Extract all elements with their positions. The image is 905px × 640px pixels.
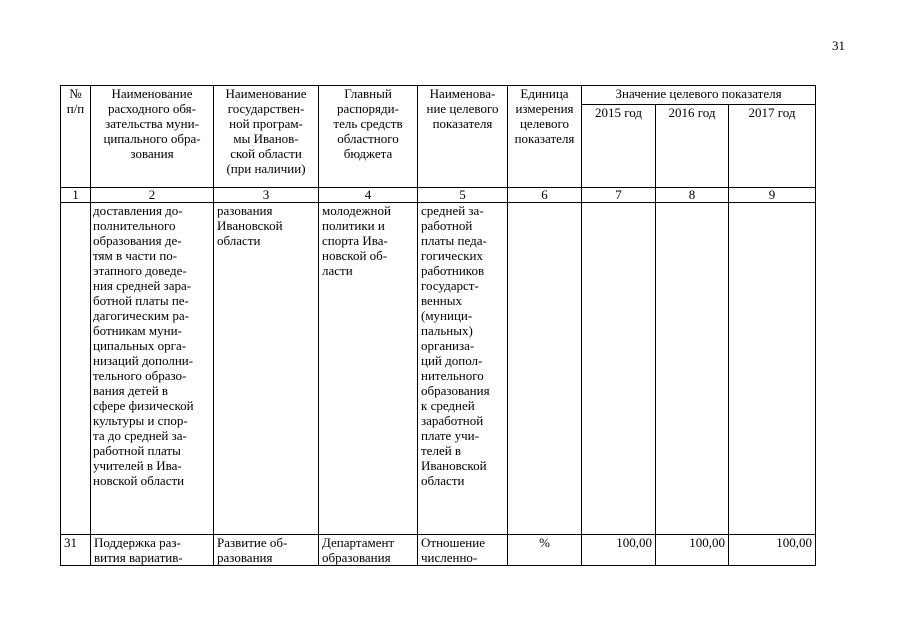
- cell-value-2015: 100,00: [582, 535, 656, 566]
- header-year-2017: 2017 год: [729, 105, 816, 188]
- column-number: 2: [91, 188, 214, 203]
- cell-value-2016: [656, 203, 729, 535]
- column-number: 8: [656, 188, 729, 203]
- column-number-row: [61, 188, 816, 203]
- column-number: 6: [508, 188, 582, 203]
- table-row-continuation: [61, 203, 816, 535]
- column-number: 7: [582, 188, 656, 203]
- column-number: 9: [729, 188, 816, 203]
- column-number: 5: [418, 188, 508, 203]
- header-obligation-name: Наименование расходного обя- зательства муни- ципального обра- зования: [91, 86, 214, 188]
- cell-number: 31: [61, 535, 91, 566]
- cell-budget-manager: Департамент образования: [319, 535, 418, 566]
- cell-obligation-name: Поддержка раз- вития вариатив-: [91, 535, 214, 566]
- column-number: 4: [319, 188, 418, 203]
- header-program-name: Наименование государствен- ной програм- мы Иванов- ской области (при наличии): [214, 86, 319, 188]
- header-row: [61, 86, 816, 105]
- header-number: № п/п: [61, 86, 91, 188]
- header-unit: Единица измерения целевого показателя: [508, 86, 582, 188]
- cell-indicator-name: Отношение численно-: [418, 535, 508, 566]
- header-year-2016: 2016 год: [656, 105, 729, 188]
- table-row-31: [61, 535, 816, 566]
- cell-program-name: Развитие об- разования: [214, 535, 319, 566]
- header-budget-manager: Главный распоряди- тель средств областного бюджета: [319, 86, 418, 188]
- cell-unit: [508, 203, 582, 535]
- cell-number: [61, 203, 91, 535]
- cell-value-2017: 100,00: [729, 535, 816, 566]
- cell-budget-manager: молодежной политики и спорта Ива- новской об- ласти: [319, 203, 418, 535]
- cell-value-2017: [729, 203, 816, 535]
- page-number: 31: [832, 38, 845, 53]
- column-number: 3: [214, 188, 319, 203]
- cell-value-2015: [582, 203, 656, 535]
- column-number: 1: [61, 188, 91, 203]
- indicator-table: [60, 85, 816, 566]
- header-year-2015: 2015 год: [582, 105, 656, 188]
- cell-obligation-name: доставления до- полнительного образования де- тям в части по- этапного доведе- ния средней зара- ботной платы пе- дагогическим ра- ботникам муни- ципальных орга- низаций дополни- тельного образо- вания детей в сфере физической культуры и спор- та до средней за- работной платы учителей в Ива- новской области: [91, 203, 214, 535]
- header-indicator-name: Наименова- ние целевого показателя: [418, 86, 508, 188]
- header-target-value-group: Значение целевого показателя: [582, 86, 816, 105]
- cell-unit: %: [508, 535, 582, 566]
- cell-value-2016: 100,00: [656, 535, 729, 566]
- cell-program-name: разования Ивановской области: [214, 203, 319, 535]
- cell-indicator-name: средней за- работной платы педа- гогических работников государст- венных (муници- пальных) организа- ций допол- нительного образования к средней заработной плате учи- телей в Ивановской области: [418, 203, 508, 535]
